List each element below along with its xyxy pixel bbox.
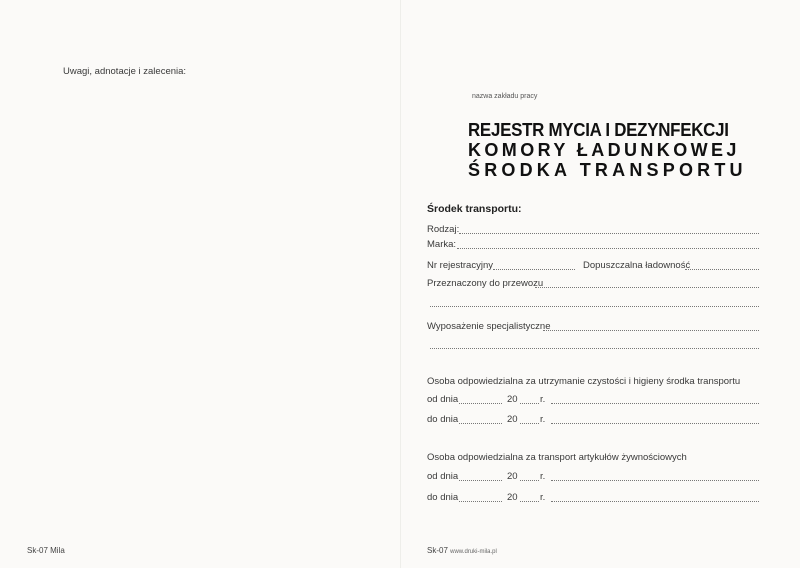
food-from-year-suffix: r. — [540, 471, 546, 482]
intended-for-label: Przeznaczony do przewozu — [427, 278, 544, 289]
food-to-year-prefix: 20 — [507, 492, 518, 503]
left-footer-code: Sk-07 Mila — [27, 546, 65, 555]
payload-label: Dopuszczalna ładowność — [583, 260, 691, 271]
right-footer — [427, 546, 497, 555]
hygiene-to-name-field[interactable] — [551, 423, 759, 424]
food-to-date-field[interactable] — [459, 501, 502, 502]
intended-for-field-2[interactable] — [430, 306, 759, 307]
hygiene-to-year-field[interactable] — [520, 423, 539, 424]
payload-field[interactable] — [685, 269, 759, 270]
hygiene-to-label: do dnia — [427, 414, 459, 425]
hygiene-to-year-suffix: r. — [540, 414, 546, 425]
type-field[interactable] — [459, 233, 759, 234]
food-person-heading: Osoba odpowiedzialna za transport artykułów żywnościowych — [427, 452, 687, 463]
equipment-field-2[interactable] — [430, 348, 759, 349]
hygiene-from-year-prefix: 20 — [507, 394, 518, 405]
food-from-label: od dnia — [427, 471, 459, 482]
title-line-2: KOMORY ŁADUNKOWEJ — [468, 140, 740, 160]
equipment-field[interactable] — [543, 330, 759, 331]
vehicle-section-heading: Środek transportu: — [427, 203, 522, 215]
food-to-label: do dnia — [427, 492, 459, 503]
right-footer-url[interactable]: www.druki-mila.pl — [450, 549, 497, 555]
title-line-3: ŚRODKA TRANSPORTU — [468, 160, 747, 180]
hygiene-from-label: od dnia — [427, 394, 459, 405]
title-line-1: REJESTR MYCIA I DEZYNFEKCJI — [468, 120, 729, 140]
food-from-date-field[interactable] — [459, 480, 502, 481]
food-to-year-field[interactable] — [520, 501, 539, 502]
hygiene-from-year-suffix: r. — [540, 394, 546, 405]
page-fold — [400, 0, 401, 568]
hygiene-to-date-field[interactable] — [459, 423, 502, 424]
type-label: Rodzaj: — [427, 224, 460, 235]
hygiene-from-year-field[interactable] — [520, 403, 539, 404]
hygiene-from-date-field[interactable] — [459, 403, 502, 404]
hygiene-from-name-field[interactable] — [551, 403, 759, 404]
food-to-name-field[interactable] — [551, 501, 759, 502]
company-name-hint: nazwa zakładu pracy — [472, 93, 538, 100]
make-label: Marka: — [427, 239, 457, 250]
food-from-year-field[interactable] — [520, 480, 539, 481]
make-field[interactable] — [457, 248, 759, 249]
hygiene-to-year-prefix: 20 — [507, 414, 518, 425]
reg-number-field[interactable] — [493, 269, 575, 270]
food-to-year-suffix: r. — [540, 492, 546, 503]
reg-number-label: Nr rejestracyjny — [427, 260, 493, 271]
right-footer-code: Sk-07 — [427, 546, 448, 555]
remarks-label: Uwagi, adnotacje i zalecenia: — [63, 66, 187, 77]
food-from-name-field[interactable] — [551, 480, 759, 481]
intended-for-field[interactable] — [535, 287, 759, 288]
hygiene-person-heading: Osoba odpowiedzialna za utrzymanie czystości i higieny środka transportu — [427, 376, 741, 387]
food-from-year-prefix: 20 — [507, 471, 518, 482]
equipment-label: Wyposażenie specjalistyczne — [427, 321, 551, 332]
